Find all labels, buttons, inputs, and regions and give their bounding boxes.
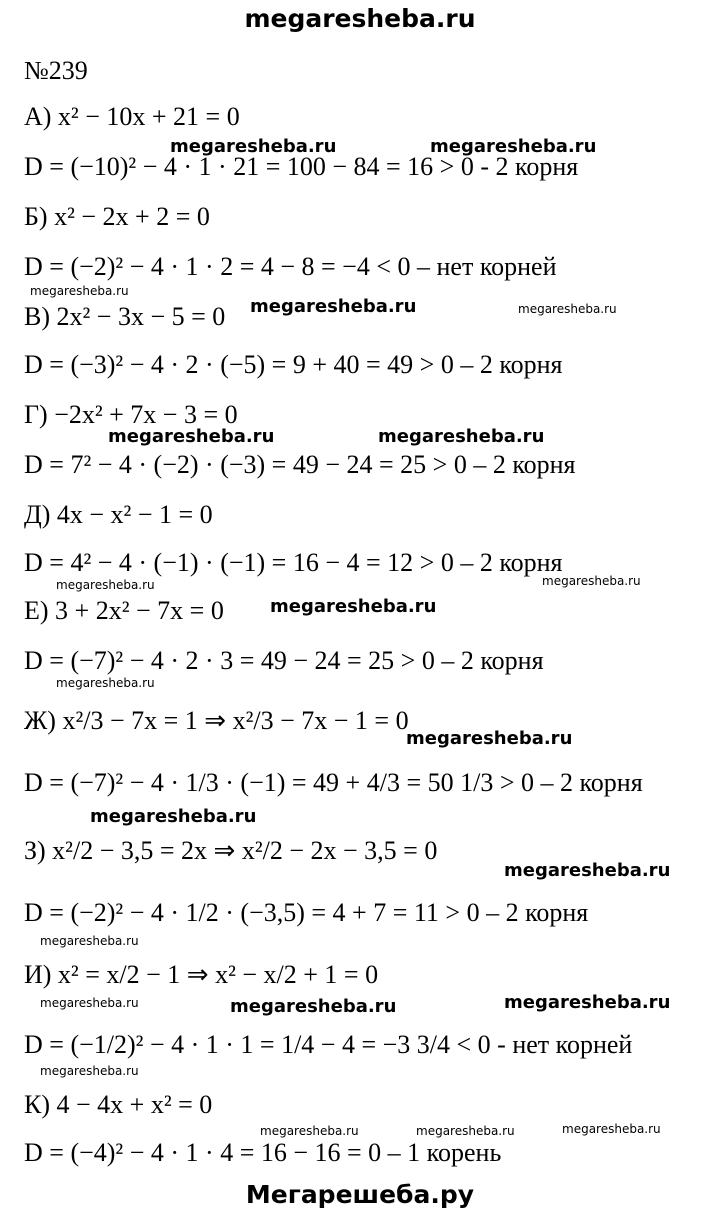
discriminant-i: D = (−1/2)² − 4 · 1 · 1 = 1/4 − 4 = −3 3/4 < 0 - нет корней [24,1030,633,1059]
watermark: megaresheba.ru [56,578,155,592]
site-footer: Мегарешеба.ру [245,1180,475,1209]
watermark: megaresheba.ru [270,596,437,617]
watermark: megaresheba.ru [230,996,397,1017]
equation-zh: Ж) x²/3 − 7x = 1 ⇒ x²/3 − 7x − 1 = 0 [24,706,409,735]
discriminant-zh: D = (−7)² − 4 · 1/3 · (−1) = 49 + 4/3 = 50 1/3 > 0 – 2 корня [24,768,643,797]
watermark: megaresheba.ru [40,1064,139,1078]
discriminant-d: D = 4² − 4 · (−1) · (−1) = 16 − 4 = 12 > 0 – 2 корня [24,548,563,577]
discriminant-g: D = 7² − 4 · (−2) · (−3) = 49 − 24 = 25 > 0 – 2 корня [24,450,576,479]
watermark: megaresheba.ru [504,992,671,1013]
watermark: megaresheba.ru [542,574,641,588]
watermark: megaresheba.ru [260,1124,359,1138]
watermark: megaresheba.ru [250,296,417,317]
watermark: megaresheba.ru [518,302,617,316]
equation-b: Б) x² − 2x + 2 = 0 [24,202,210,231]
equation-d: Д) 4x − x² − 1 = 0 [24,500,213,529]
watermark: megaresheba.ru [90,806,257,827]
watermark: megaresheba.ru [406,728,573,749]
equation-g: Г) −2x² + 7x − 3 = 0 [24,400,238,429]
watermark: megaresheba.ru [108,426,275,447]
watermark: megaresheba.ru [40,996,139,1010]
discriminant-a: D = (−10)² − 4 · 1 · 21 = 100 − 84 = 16 > 0 - 2 корня [24,152,579,181]
equation-e: Е) 3 + 2x² − 7x = 0 [24,596,224,625]
watermark: megaresheba.ru [430,136,597,157]
watermark: megaresheba.ru [562,1122,661,1136]
watermark: megaresheba.ru [378,426,545,447]
discriminant-e: D = (−7)² − 4 · 2 · 3 = 49 − 24 = 25 > 0 – 2 корня [24,646,544,675]
equation-k: К) 4 − 4x + x² = 0 [24,1090,213,1119]
equation-a: А) x² − 10x + 21 = 0 [24,102,240,131]
watermark: megaresheba.ru [416,1124,515,1138]
equation-i: И) x² = x/2 − 1 ⇒ x² − x/2 + 1 = 0 [24,960,379,989]
problem-number: №239 [24,56,88,85]
equation-v: В) 2x² − 3x − 5 = 0 [24,302,226,331]
equation-z: З) x²/2 − 3,5 = 2x ⇒ x²/2 − 2x − 3,5 = 0 [24,836,438,865]
watermark: megaresheba.ru [40,934,139,948]
discriminant-k: D = (−4)² − 4 · 1 · 4 = 16 − 16 = 0 – 1 корень [24,1138,502,1167]
watermark: megaresheba.ru [170,136,337,157]
discriminant-z: D = (−2)² − 4 · 1/2 · (−3,5) = 4 + 7 = 11 > 0 – 2 корня [24,898,589,927]
site-header: megaresheba.ru [244,4,476,33]
discriminant-v: D = (−3)² − 4 · 2 · (−5) = 9 + 40 = 49 > 0 – 2 корня [24,350,563,379]
watermark: megaresheba.ru [504,860,671,881]
discriminant-b: D = (−2)² − 4 · 1 · 2 = 4 − 8 = −4 < 0 – нет корней [24,252,557,281]
watermark: megaresheba.ru [56,676,155,690]
watermark: megaresheba.ru [30,284,129,298]
